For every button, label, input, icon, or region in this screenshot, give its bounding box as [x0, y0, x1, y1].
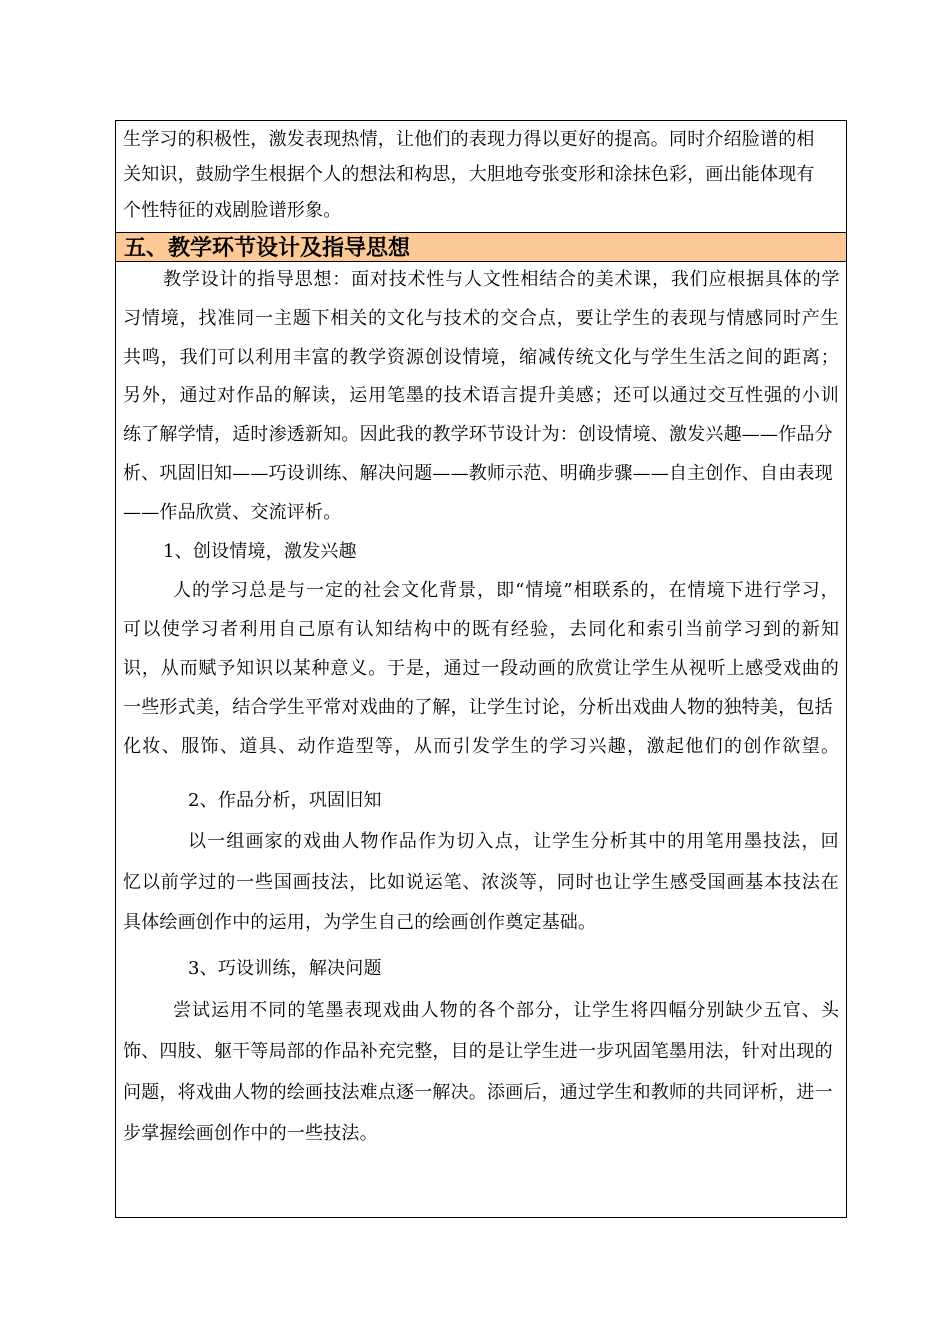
paragraph-line: 析、巩固旧知——巧设训练、解决问题——教师示范、明确步骤——自主创作、自由表现 — [123, 463, 833, 484]
paragraph-line: 共鸣，我们可以利用丰富的教学资源创设情境，缩减传统文化与学生生活之间的距离； — [123, 347, 840, 368]
paragraph-line: 另外，通过对作品的解读，运用笔墨的技术语言提升美感；还可以通过交互性强的小训 — [123, 385, 840, 406]
paragraph-line: 习情境，找准同一主题下相关的文化与技术的交合点，要让学生的表现与情感同时产生 — [123, 308, 840, 329]
text-line: 个性特征的戏剧脸谱形象。 — [123, 200, 342, 221]
paragraph-line: 人的学习总是与一定的社会文化背景，即“情境”相联系的，在情境下进行学习， — [173, 580, 840, 601]
paragraph-line: 练了解学情，适时渗透新知。因此我的教学环节设计为：创设情境、激发兴趣——作品分 — [123, 424, 833, 445]
section-heading-bar — [115, 232, 847, 262]
paragraph-line: 可以使学习者利用自己原有认知结构中的既有经验，去同化和索引当前学习到的新知 — [123, 619, 841, 640]
paragraph-line: ——作品欣赏、交流评析。 — [123, 502, 342, 523]
paragraph-line: 以一组画家的戏曲人物作品作为切入点，让学生分析其中的用笔用墨技法，回 — [188, 831, 840, 852]
paragraph-line: 教学设计的指导思想：面对技术性与人文性相结合的美术课，我们应根据具体的学 — [163, 269, 841, 290]
paragraph-line: 识，从而赋予知识以某种意义。于是，通过一段动画的欣赏让学生从视听上感受戏曲的 — [123, 658, 840, 679]
paragraph-line: 步掌握绘画创作中的一些技法。 — [123, 1123, 378, 1144]
text-line: 关知识，鼓励学生根据个人的想法和构思，大胆地夸张变形和涂抹色彩，画出能体现有 — [123, 164, 815, 185]
paragraph-line: 问题，将戏曲人物的绘画技法难点逐一解决。添画后，通过学生和教师的共同评析，进一 — [123, 1082, 833, 1103]
step-heading: 2、作品分析，巩固旧知 — [188, 790, 382, 811]
text-line: 生学习的积极性，激发表现热情，让他们的表现力得以更好的提高。同时介绍脸谱的相 — [123, 129, 815, 150]
paragraph-line: 具体绘画创作中的运用，为学生自己的绘画创作奠定基础。 — [123, 912, 597, 933]
paragraph-line: 一些形式美，结合学生平常对戏曲的了解，让学生讨论，分析出戏曲人物的独特美，包括 — [123, 697, 833, 718]
paragraph-line: 尝试运用不同的笔墨表现戏曲人物的各个部分，让学生将四幅分别缺少五官、头 — [173, 1000, 840, 1021]
paragraph-line: 饰、四肢、躯干等局部的作品补充完整，目的是让学生进一步巩固笔墨用法，针对出现的 — [123, 1041, 833, 1062]
step-heading: 3、巧设训练，解决问题 — [188, 958, 382, 979]
section-title: 五、教学环节设计及指导思想 — [124, 235, 411, 261]
paragraph-line: 化妆、服饰、道具、动作造型等，从而引发学生的学习兴趣，激起他们的创作欲望。 — [123, 736, 841, 757]
step-heading: 1、创设情境，激发兴趣 — [163, 541, 357, 562]
paragraph-line: 忆以前学过的一些国画技法，比如说运笔、浓淡等，同时也让学生感受国画基本技法在 — [123, 872, 840, 893]
